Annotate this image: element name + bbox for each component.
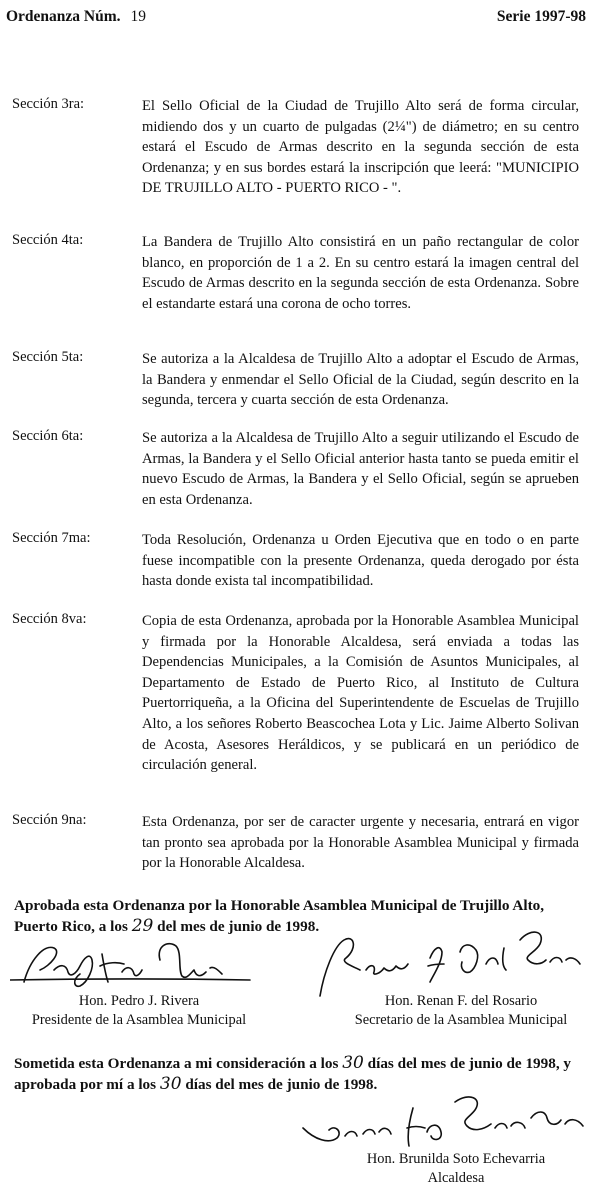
section-label: Sección 5ta: [12,349,84,365]
section-label: Sección 7ma: [12,530,91,546]
approval-handwritten-day: 29 [131,916,154,936]
secretary-name: Hon. Renan F. del Rosario [384,993,538,1009]
mayor-caption [336,1150,576,1187]
section-text: Copia de esta Ordenanza, aprobada por la Honorable Asamblea Municipal y firmada por la Honorable Alcaldesa, será enviada a todas las Dependencias Municipales, a la Comisión de Asuntos Municipales, al Departamento de Estado de Puerto Rico, al Instituto de Cultura Puertorriqueña, a la Oficina del Superintendente de Escuelas de Trujillo Alto, a los señores Roberto Beascochea Lota y Lic. Jaime Alberto Solivan de Acosta, Asesores Heráldicos, y se publicará en un periódico de circulación general. [142,613,579,774]
ordinance-number: 19 [130,8,147,25]
section-label: Sección 4ta: [12,232,84,248]
series-label: Serie 1997-98 [496,8,586,25]
section-text: La Bandera de Trujillo Alto consistirá en un paño rectangular de color blanco, en proporción de 1 a 2. En su centro estará la imagen central del Escudo de Armas descrito en la segunda sección de esta Ordenanza. Sobre el estandarte estará una corona de ocho torres. [142,234,579,312]
page-header [6,8,586,30]
ordinance-heading [6,8,146,26]
approval-text-after: del mes de junio de 1998. [157,918,320,935]
president-caption [14,992,264,1029]
president-title: Presidente de la Asamblea Municipal [31,1011,247,1028]
mayor-name: Hon. Brunilda Soto Echevarria [366,1151,546,1167]
ordinance-title: Ordenanza Núm. [6,8,121,25]
section-text: El Sello Oficial de la Ciudad de Trujillo Alto será de forma circular, midiendo dos y un cuarto de pulgadas (2¼") de diámetro; en su centro estará el Escudo de Armas descrito en la segunda sección de esta Ordenanza; y en sus bordes estará la inscripción que leerá: "MUNICIPIO DE TRUJILLO ALTO - PUERTO RICO - ". [142,98,579,197]
submission-text-2: días del mes de junio de 1998, y aprobada por mí a los [14,1055,572,1093]
section-text: Esta Ordenanza, por ser de caracter urgente y necesaria, entrará en vigor tan pronto sea aprobada por la Honorable Asamblea Municipal y firmada por la Honorable Alcaldesa. [142,814,579,872]
section-text: Toda Resolución, Ordenanza u Orden Ejecutiva que en todo o en parte fuese incompatible con la presente Ordenanza, queda derogado por ésta hasta donde exista tal incompatibilidad. [142,532,579,590]
section-label: Sección 3ra: [12,96,85,112]
mayor-signature [295,1088,595,1158]
section-text: Se autoriza a la Alcaldesa de Trujillo Alto a seguir utilizando el Escudo de Armas, la Bandera y el Sello Oficial anterior hasta tanto se pueda emitir el nuevo Escudo de Armas, la Bandera y el Sello Oficial, según se aprueben en esta Ordenanza. [142,430,579,508]
section-label: Sección 9na: [12,812,87,828]
approval-text-before: Aprobada esta Ordenanza por la Honorable Asamblea Municipal de Trujillo Alto, Puerto Rico, a los [14,897,545,935]
secretary-caption [330,992,592,1029]
president-name: Hon. Pedro J. Rivera [78,993,200,1009]
president-signature [10,930,260,990]
section-text: Se autoriza a la Alcaldesa de Trujillo Alto a adoptar el Escudo de Armas, la Bandera y enmendar el Sello Oficial de la Ciudad, según descrito en la segunda, tercera y cuarta sección de esta Ordenanza. [142,351,579,409]
section-label: Sección 8va: [12,611,87,627]
secretary-title: Secretario de la Asamblea Municipal [354,1011,568,1028]
submission-text-1: Sometida esta Ordenanza a mi consideración a los [14,1055,339,1072]
secretary-signature [310,922,590,1002]
submission-handwritten-day-2: 30 [159,1074,182,1094]
mayor-title: Alcaldesa [427,1169,485,1186]
section-label: Sección 6ta: [12,428,84,444]
submission-handwritten-day-1: 30 [342,1053,364,1073]
submission-text-3: días del mes de junio de 1998. [185,1076,378,1093]
